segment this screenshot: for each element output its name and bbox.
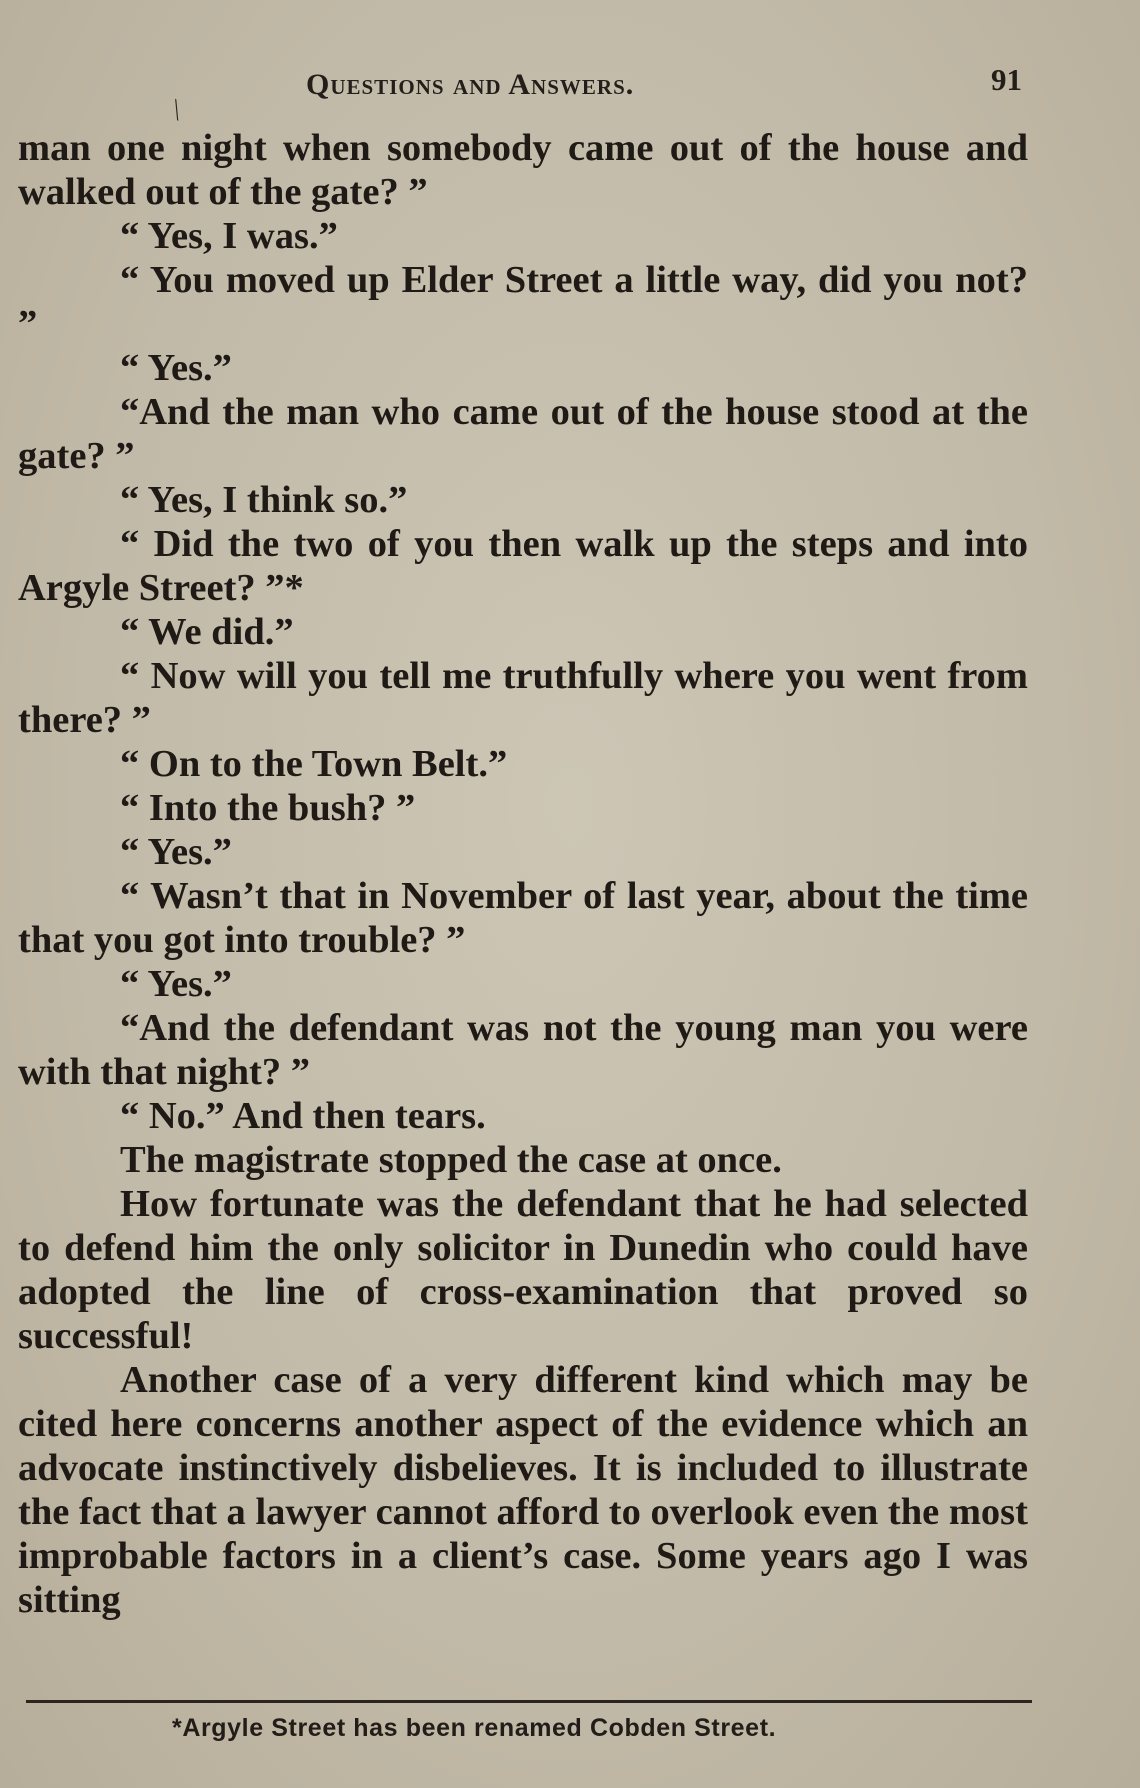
paragraph: “ On to the Town Belt.” — [120, 743, 508, 785]
paragraph: “ Wasn’t that in November of last year, about the time that you got into trouble? ” — [18, 875, 1028, 961]
paragraph: “ Yes, I think so.” — [120, 479, 408, 521]
paragraph: “ Yes, I was.” — [120, 215, 338, 257]
paragraph: The magistrate stopped the case at once. — [120, 1139, 782, 1181]
page-number: 91 — [991, 62, 1022, 97]
paragraph: “ Yes.” — [120, 347, 232, 389]
paragraph: “ No.” And then tears. — [120, 1095, 486, 1137]
body-text — [18, 126, 1028, 1622]
paragraph: “ Did the two of you then walk up the steps and into Argyle Street? ”* — [18, 523, 1028, 609]
footnote-rule — [26, 1700, 1032, 1703]
paragraph: How fortunate was the defendant that he had selected to defend him the only solicitor in Dunedin who could have adopted the line of cross-examination that proved so successful! — [18, 1183, 1028, 1357]
pencil-tick-mark: ⟍ — [162, 96, 190, 126]
paragraph: “And the defendant was not the young man you were with that night? ” — [18, 1007, 1028, 1093]
paragraph: “ Now will you tell me truthfully where you went from there? ” — [18, 655, 1028, 741]
running-title: Questions and Answers. — [306, 68, 635, 101]
paragraph: man one night when somebody came out of the house and walked out of the gate? ” — [18, 127, 1028, 213]
paragraph: “ We did.” — [120, 611, 294, 653]
paragraph: “ Yes.” — [120, 831, 232, 873]
paragraph: “ Into the bush? ” — [120, 787, 416, 829]
footnote: *Argyle Street has been renamed Cobden Street. — [172, 1714, 777, 1742]
paragraph: “ You moved up Elder Street a little way, did you not? ” — [18, 259, 1028, 345]
paragraph: “And the man who came out of the house stood at the gate? ” — [18, 391, 1028, 477]
paragraph: Another case of a very different kind which may be cited here concerns another aspect of the evidence which an advocate instinctively disbelieves. It is included to illustrate the fact that a lawyer cannot afford to overlook even the most improbable factors in a client’s case. Some years ago I was sitting — [18, 1359, 1028, 1621]
paragraph: “ Yes.” — [120, 963, 232, 1005]
